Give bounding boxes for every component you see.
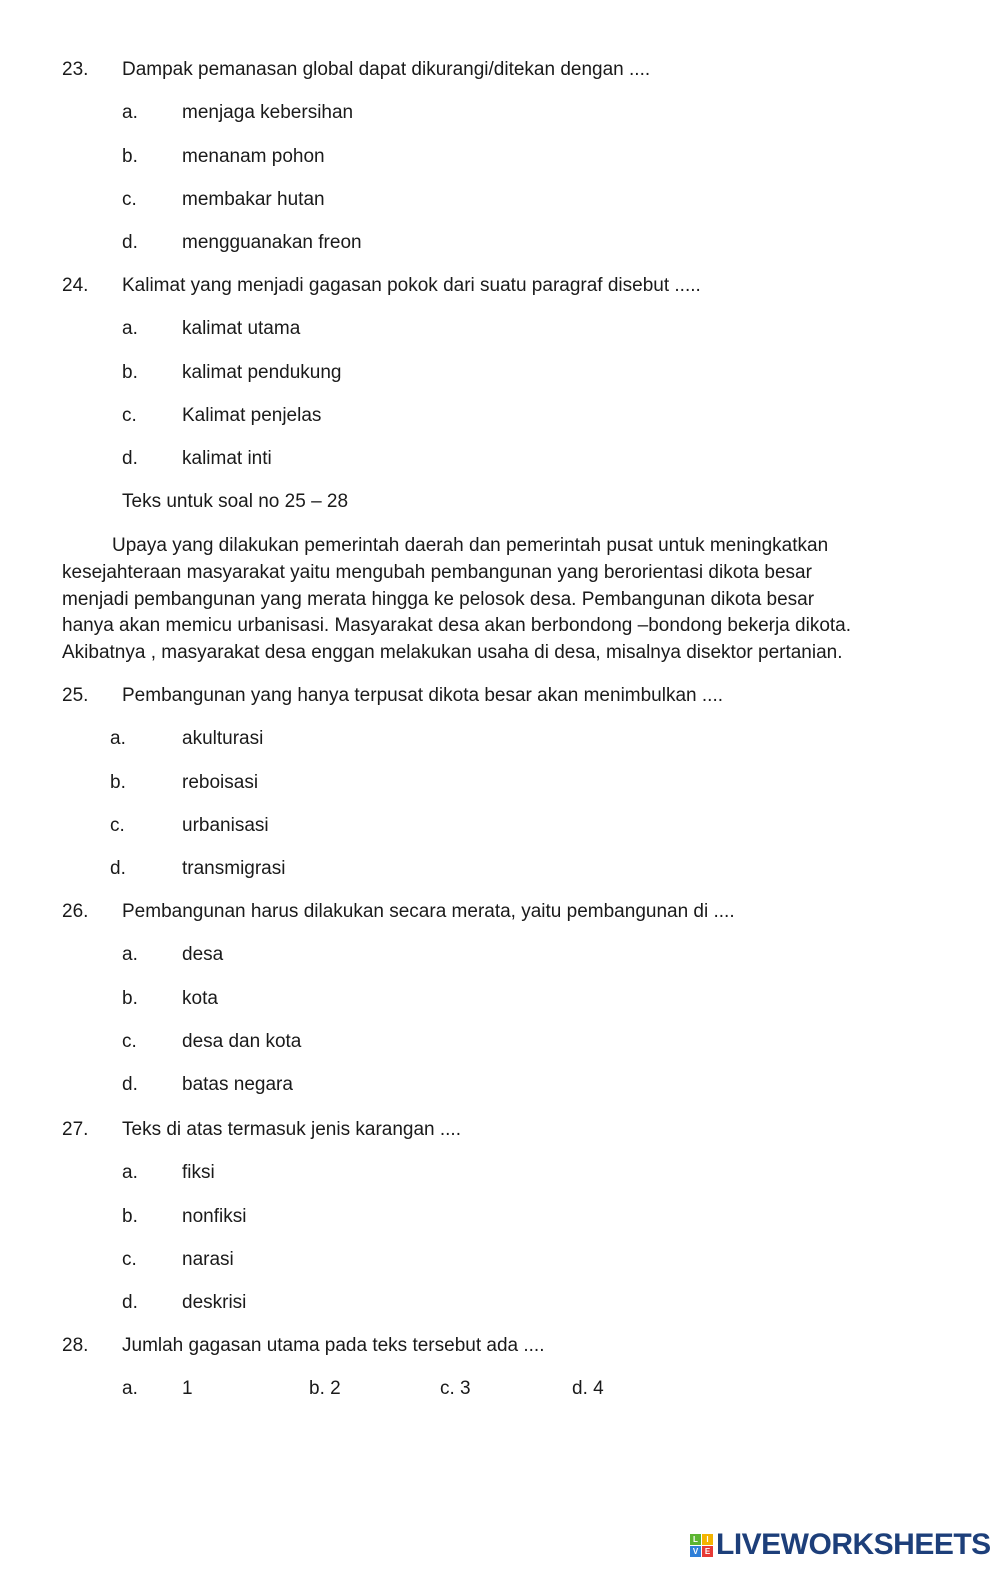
question-text: Pembangunan harus dilakukan secara merata, yaitu pembangunan di .... (122, 901, 735, 922)
passage-line: hanya akan memicu urbanisasi. Masyarakat desa akan berbondong –bondong bekerja dikota. (62, 615, 852, 636)
option-letter[interactable]: a. (110, 728, 126, 749)
option-text[interactable]: 1 (182, 1378, 193, 1399)
question-number: 25. (62, 685, 89, 706)
option-letter[interactable]: d. (110, 858, 126, 879)
option-letter[interactable]: b. (122, 1206, 138, 1227)
option-text[interactable]: akulturasi (182, 728, 264, 749)
option-text[interactable]: menanam pohon (182, 146, 325, 167)
option-text[interactable]: mengguanakan freon (182, 232, 362, 253)
question-text: Jumlah gagasan utama pada teks tersebut ada .... (122, 1335, 545, 1356)
option-text[interactable]: kalimat inti (182, 448, 272, 469)
logo-tile: V (690, 1546, 701, 1557)
option-text[interactable]: reboisasi (182, 772, 259, 793)
question-text: Pembangunan yang hanya terpusat dikota besar akan menimbulkan .... (122, 685, 723, 706)
question-text: Dampak pemanasan global dapat dikurangi/ditekan dengan .... (122, 59, 651, 80)
liveworksheets-logo (690, 1528, 991, 1562)
option-text[interactable]: b. 2 (309, 1378, 341, 1399)
option-text[interactable]: urbanisasi (182, 815, 269, 836)
option-text[interactable]: narasi (182, 1249, 234, 1270)
option-letter[interactable]: c. (122, 405, 137, 426)
question-text: Kalimat yang menjadi gagasan pokok dari suatu paragraf disebut ..... (122, 275, 701, 296)
option-text[interactable]: kota (182, 988, 218, 1009)
option-text[interactable]: membakar hutan (182, 189, 325, 210)
option-letter[interactable]: c. (122, 189, 137, 210)
option-text[interactable]: Kalimat penjelas (182, 405, 322, 426)
option-letter[interactable]: d. (122, 1074, 138, 1095)
option-text[interactable]: d. 4 (572, 1378, 604, 1399)
option-letter[interactable]: a. (122, 102, 138, 123)
passage-line: kesejahteraan masyarakat yaitu mengubah pembangunan yang berorientasi dikota besar (62, 562, 812, 583)
option-text[interactable]: desa (182, 944, 224, 965)
passage-line: menjadi pembangunan yang merata hingga ke pelosok desa. Pembangunan dikota besar (62, 589, 815, 610)
option-letter[interactable]: b. (122, 146, 138, 167)
option-letter[interactable]: d. (122, 448, 138, 469)
option-text[interactable]: desa dan kota (182, 1031, 302, 1052)
option-text[interactable]: menjaga kebersihan (182, 102, 354, 123)
question-number: 24. (62, 275, 89, 296)
question-number: 27. (62, 1119, 89, 1140)
option-text[interactable]: fiksi (182, 1162, 215, 1183)
option-text[interactable]: c. 3 (440, 1378, 471, 1399)
option-letter[interactable]: a. (122, 944, 138, 965)
logo-tile: E (702, 1546, 713, 1557)
logo-text: LIVEWORKSHEETS (716, 1528, 991, 1561)
option-letter[interactable]: c. (122, 1031, 137, 1052)
logo-tile: I (702, 1534, 713, 1545)
question-number: 26. (62, 901, 89, 922)
question-number: 28. (62, 1335, 89, 1356)
option-text[interactable]: deskrisi (182, 1292, 247, 1313)
option-letter[interactable]: c. (122, 1249, 137, 1270)
passage-line: Upaya yang dilakukan pemerintah daerah dan pemerintah pusat untuk meningkatkan (112, 535, 829, 556)
logo-tiles-icon (690, 1534, 713, 1557)
option-text[interactable]: nonfiksi (182, 1206, 247, 1227)
option-letter[interactable]: c. (110, 815, 125, 836)
option-text[interactable]: transmigrasi (182, 858, 286, 879)
question-text: Teks di atas termasuk jenis karangan .... (122, 1119, 461, 1140)
passage-heading: Teks untuk soal no 25 – 28 (122, 491, 349, 512)
option-letter[interactable]: b. (110, 772, 126, 793)
logo-tile: L (690, 1534, 701, 1545)
option-text[interactable]: kalimat utama (182, 318, 301, 339)
option-letter[interactable]: a. (122, 1378, 138, 1399)
option-letter[interactable]: d. (122, 232, 138, 253)
option-letter[interactable]: a. (122, 318, 138, 339)
option-letter[interactable]: b. (122, 362, 138, 383)
option-letter[interactable]: a. (122, 1162, 138, 1183)
option-text[interactable]: batas negara (182, 1074, 293, 1095)
option-letter[interactable]: d. (122, 1292, 138, 1313)
option-text[interactable]: kalimat pendukung (182, 362, 342, 383)
option-letter[interactable]: b. (122, 988, 138, 1009)
question-number: 23. (62, 59, 89, 80)
passage-line: Akibatnya , masyarakat desa enggan melakukan usaha di desa, misalnya disektor pertanian. (62, 642, 843, 663)
